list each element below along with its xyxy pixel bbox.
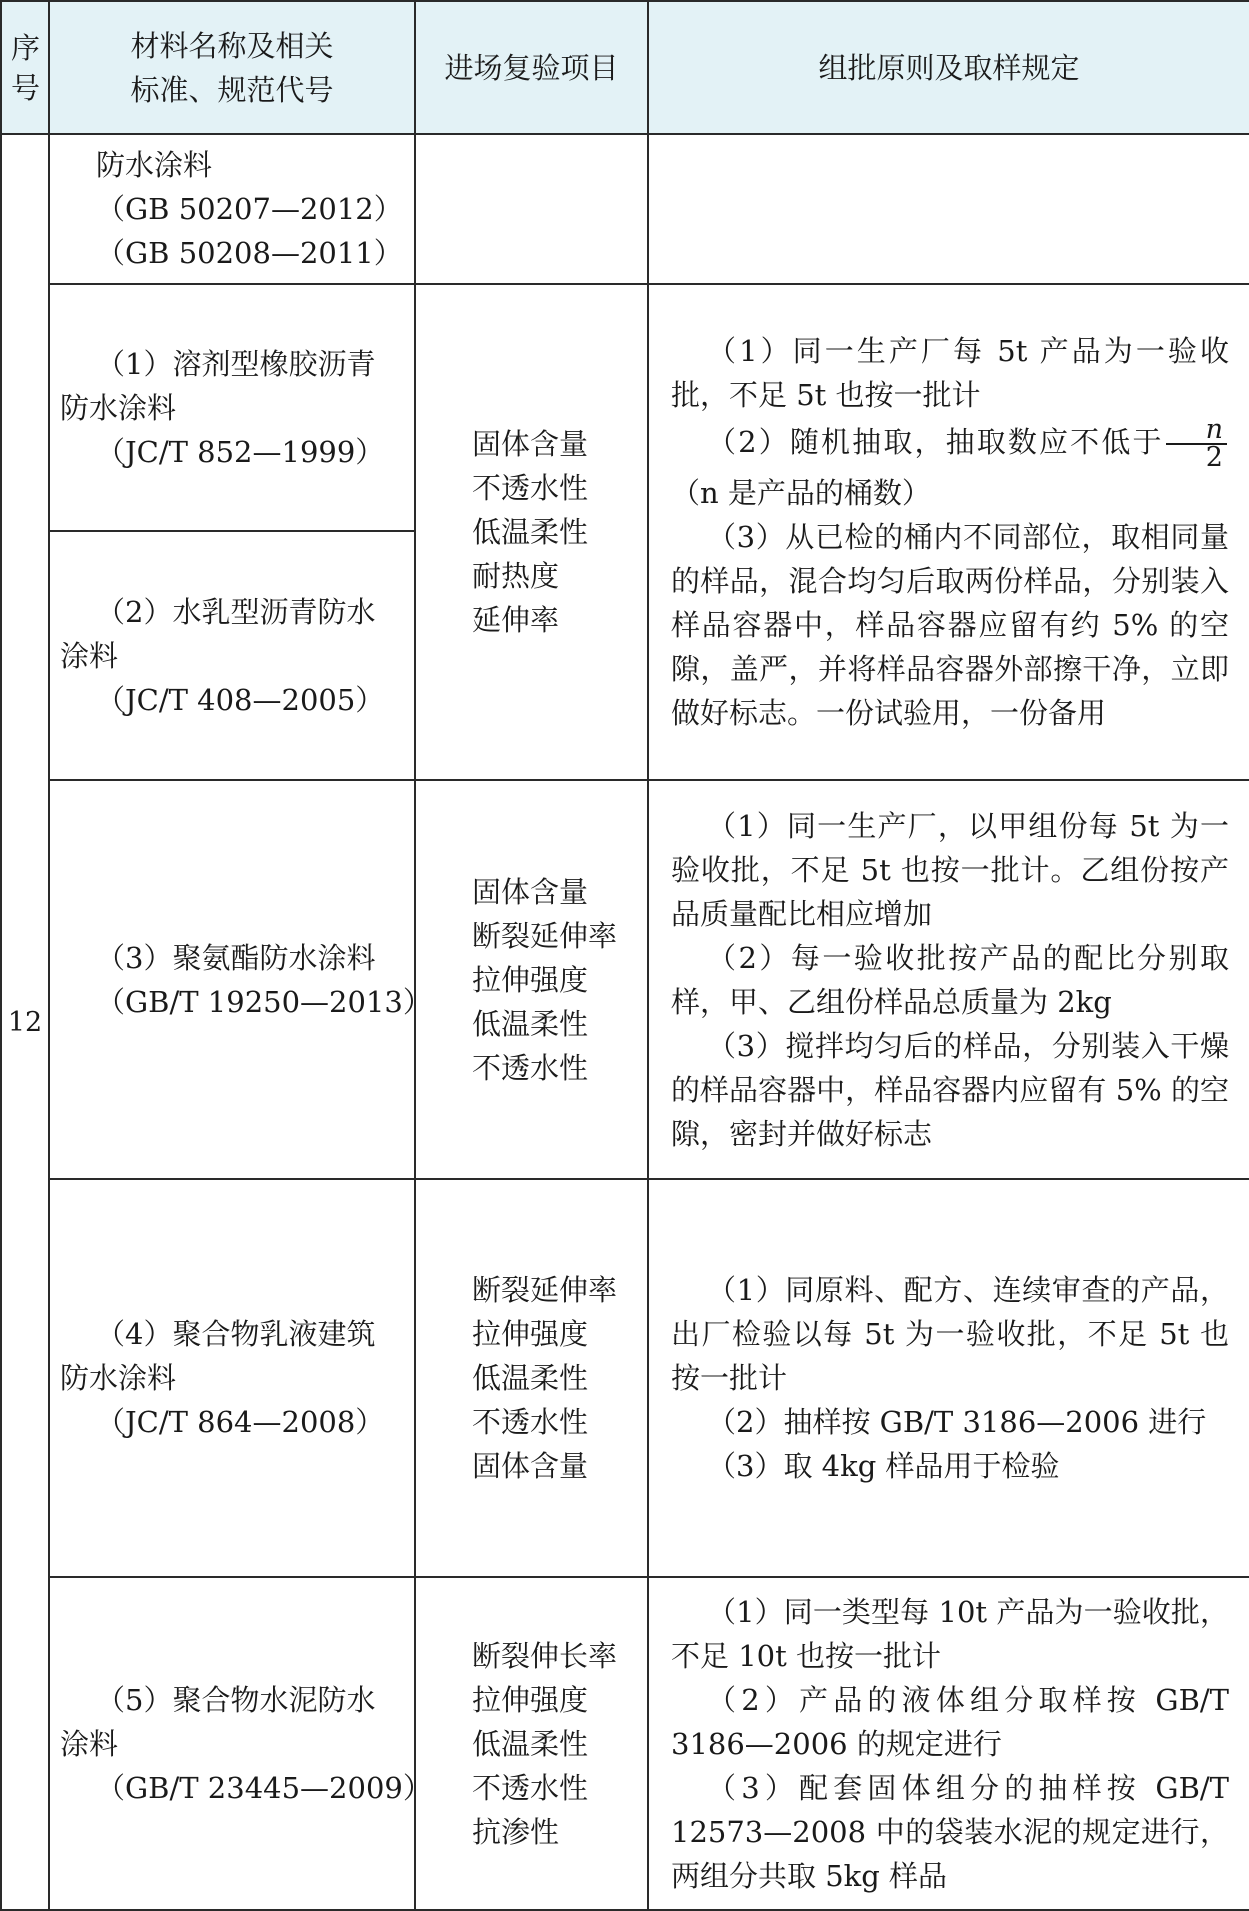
rule-paragraph: （1）同一类型每 10t 产品为一验收批，不足 10t 也按一批计: [671, 1594, 1229, 1673]
test-item: 低温柔性: [472, 1006, 589, 1041]
rules-cell-3: [648, 780, 1249, 1179]
rule-paragraph-fraction: [671, 414, 1229, 515]
header-rules-text: 组批原则及取样规定: [818, 50, 1080, 85]
material-cell-2: [49, 531, 415, 780]
rule-paragraph: （1）同一生产厂，以甲组份每 5t 为一验收批，不足 5t 也按一批计。乙组份按产品质量配比相应增加: [671, 808, 1229, 931]
material-name-cont: 涂料: [60, 638, 119, 673]
test-item: 抗渗性: [472, 1814, 560, 1849]
group-standard-1: （GB 50207—2012）: [96, 192, 403, 226]
rules-cell-4: [648, 1179, 1249, 1577]
items-cell-4: [415, 1179, 648, 1577]
group-rules-empty: [648, 134, 1249, 284]
material-name: （5）聚合物水泥防水: [96, 1682, 376, 1717]
test-item: 固体含量: [472, 874, 589, 909]
test-item: 延伸率: [472, 603, 560, 637]
group-title-cell: [49, 134, 415, 284]
rule2-text-end: （n 是产品的桶数）: [671, 476, 931, 510]
rules-cell-shared: [648, 284, 1249, 780]
rule-paragraph: （3）配套固体组分的抽样按 GB/T 12573—2008 中的袋装水泥的规定进行，两组分共取 5kg 样品: [671, 1770, 1229, 1893]
test-item: 拉伸强度: [472, 962, 589, 997]
header-material-line2: 标准、规范代号: [130, 72, 334, 107]
material-standard: （JC/T 852—1999）: [96, 434, 385, 469]
header-row: [1, 1, 1249, 134]
items-cell-shared: [415, 284, 648, 780]
header-seq: [1, 1, 49, 134]
rule-paragraph: （1）同原料、配方、连续审查的产品，出厂检验以每 5t 为一验收批，不足 5t 也按一批计: [671, 1273, 1229, 1395]
material-cell-1: [49, 284, 415, 531]
material-name: （3）聚氨酯防水涂料: [96, 940, 376, 975]
header-rules: [648, 1, 1249, 134]
rule-paragraph: （3）取 4kg 样品用于检验: [707, 1449, 1060, 1483]
material-name-cont: 涂料: [60, 1726, 119, 1761]
rules-cell-5: [648, 1577, 1249, 1910]
test-item: 耐热度: [472, 559, 560, 593]
seq-cell: [1, 134, 49, 1910]
rule-paragraph: （3）从已检的桶内不同部位，取相同量的样品，混合均匀后取两份样品，分别装入样品容器中，样品容器应留有约 5% 的空隙，盖严，并将样品容器外部擦干净，立即做好标志。一份试验用，一份备用: [671, 520, 1229, 730]
rule2-text: （2）随机抽取，抽取数应不低于: [707, 425, 1164, 459]
test-item: 断裂延伸率: [472, 918, 618, 953]
test-item: 不透水性: [472, 1405, 589, 1439]
table-row: [1, 1179, 1249, 1577]
rule-paragraph: （2）每一验收批按产品的配比分别取样，甲、乙组份样品总质量为 2kg: [671, 940, 1229, 1019]
material-standard: （JC/T 408—2005）: [96, 682, 385, 717]
group-items-empty: [415, 134, 648, 284]
rule-paragraph: （2）产品的液体组分取样按 GB/T 3186—2006 的规定进行: [671, 1682, 1229, 1761]
test-item: 拉伸强度: [472, 1317, 589, 1351]
fraction-numerator: n: [1166, 417, 1227, 445]
material-name: （1）溶剂型橡胶沥青: [96, 346, 376, 381]
table-row: [1, 780, 1249, 1179]
material-name-cont: 防水涂料: [60, 1361, 177, 1395]
test-item: 不透水性: [472, 471, 589, 505]
group-standard-2: （GB 50208—2011）: [96, 236, 403, 270]
material-cell-3: [49, 780, 432, 1179]
header-material: [49, 1, 415, 134]
test-item: 拉伸强度: [472, 1682, 589, 1717]
test-item: 固体含量: [472, 1449, 589, 1483]
rule-paragraph: （3）搅拌均匀后的样品，分别装入干燥的样品容器中，样品容器内应留有 5% 的空隙，密封并做好标志: [671, 1028, 1229, 1151]
test-item: 低温柔性: [472, 1726, 589, 1761]
material-name: （2）水乳型沥青防水: [96, 594, 376, 629]
material-cell-4: [49, 1179, 415, 1577]
rule-paragraph: （1）同一生产厂每 5t 产品为一验收批，不足 5t 也按一批计: [671, 334, 1229, 412]
group-title-row: [1, 134, 1249, 284]
items-cell-3: [415, 780, 648, 1179]
material-standard: （GB/T 23445—2009）: [96, 1770, 432, 1805]
header-seq-text: 序号: [11, 30, 41, 105]
table-row: [1, 1577, 1249, 1910]
group-title: 防水涂料: [96, 148, 213, 182]
test-item: 断裂延伸率: [472, 1273, 618, 1307]
test-item: 低温柔性: [472, 1361, 589, 1395]
rule-paragraph: （2）抽样按 GB/T 3186—2006 进行: [707, 1405, 1207, 1439]
header-material-line1: 材料名称及相关: [130, 28, 334, 63]
material-name: （4）聚合物乳液建筑: [96, 1317, 376, 1351]
material-standard: （GB/T 19250—2013）: [96, 984, 432, 1019]
header-items-text: 进场复验项目: [444, 50, 619, 85]
items-cell-5: [415, 1577, 648, 1910]
test-item: 断裂伸长率: [472, 1638, 618, 1673]
test-item: 低温柔性: [472, 515, 589, 549]
fraction-n-over-2: [1166, 414, 1227, 473]
material-name-cont: 防水涂料: [60, 390, 177, 425]
test-item: 固体含量: [472, 427, 589, 461]
table-row: [1, 284, 1249, 531]
seq-value: 12: [7, 1006, 43, 1038]
test-item: 不透水性: [472, 1050, 589, 1085]
material-standard: （JC/T 864—2008）: [96, 1405, 385, 1439]
test-item: 不透水性: [472, 1770, 589, 1805]
header-items: [415, 1, 648, 134]
fraction-denominator: 2: [1205, 442, 1223, 473]
material-cell-5: [49, 1577, 432, 1910]
